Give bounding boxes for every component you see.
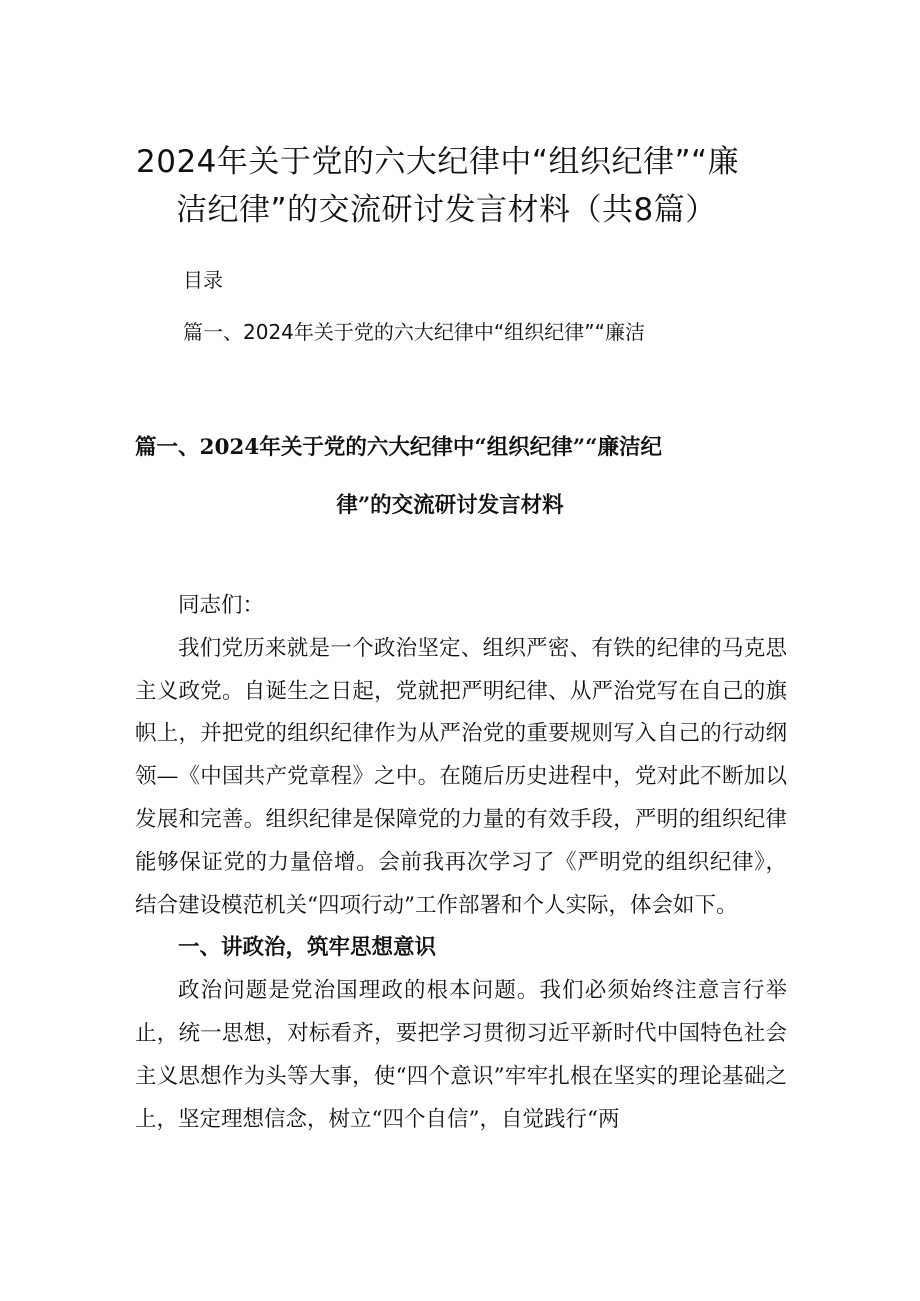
- section-title-line-1: 篇一、2024年关于党的六大纪律中“组织纪律”“廉洁纪: [135, 435, 662, 460]
- section-title-line-2: 律”的交流研讨发言材料: [336, 493, 564, 518]
- document-title-line-2: 洁纪律”的交流研讨发言材料（共8篇）: [176, 192, 717, 228]
- paragraph-2: 政治问题是党治国理政的根本问题。我们必须始终注意言行举止，统一思想，对标看齐，要把学习贯彻习近平新时代中国特色社会主义思想作为头等大事，使“四个意识”牢牢扎根在坚实的理论基础之上，坚定理想信念，树立“四个自信”，自觉践行“两: [135, 978, 787, 1132]
- document-title: [118, 138, 808, 234]
- toc-label: 目录: [183, 268, 223, 292]
- body-text: [135, 585, 787, 1141]
- heading-1: 一、讲政治，筑牢思想意识: [178, 935, 437, 961]
- section-title: [135, 419, 785, 535]
- salutation: 同志们：: [178, 593, 265, 618]
- paragraph-1: 我们党历来就是一个政治坚定、组织严密、有铁的纪律的马克思主义政党。自诞生之日起，党就把严明纪律、从严治党写在自己的旗帜上，并把党的组织纪律作为从严治党的重要规则写入自己的行动纲领—《中国共产党章程》之中。在随后历史进程中，党对此不断加以发展和完善。组织纪律是保障党的力量的有效手段，严明的组织纪律能够保证党的力量倍增。会前我再次学习了《严明党的组织纪律》，结合建设模范机关“四项行动”工作部署和个人实际，体会如下。: [135, 635, 787, 918]
- document-title-line-1: 2024年关于党的六大纪律中“组织纪律”“廉: [136, 144, 740, 180]
- toc-item-1[interactable]: 篇一、2024年关于党的六大纪律中“组织纪律”“廉洁: [183, 320, 645, 344]
